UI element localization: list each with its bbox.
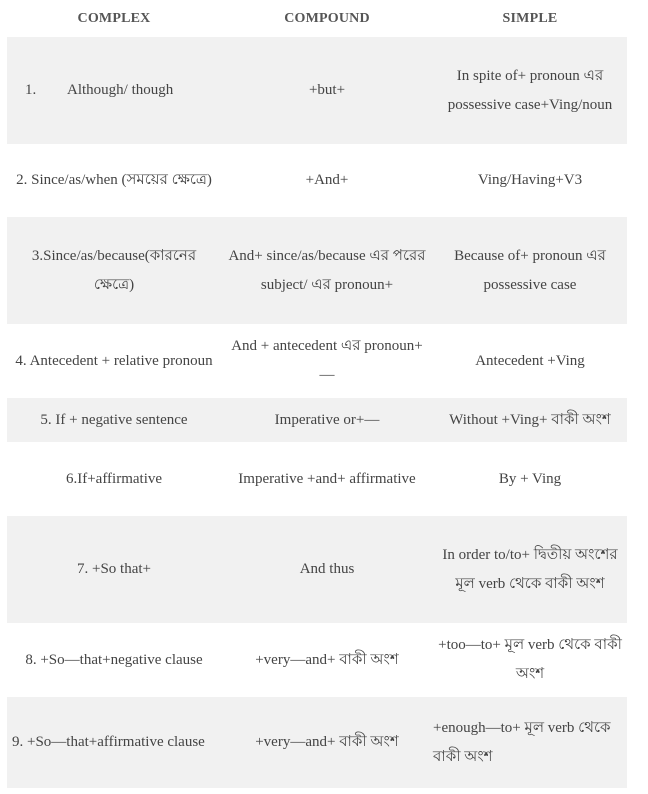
compound-cell: +very—and+ বাকী অংশ xyxy=(221,623,433,697)
complex-cell: 4. Antecedent + relative pronoun xyxy=(7,324,221,398)
compound-cell: And thus xyxy=(221,516,433,623)
table-row xyxy=(7,144,627,217)
compound-cell: And + antecedent এর pronoun+ — xyxy=(221,324,433,398)
header-compound: COMPOUND xyxy=(221,0,433,37)
compound-cell: +but+ xyxy=(221,37,433,144)
table-row xyxy=(7,37,627,144)
table-row xyxy=(7,324,627,398)
complex-cell: 6.If+affirmative xyxy=(7,442,221,516)
compound-cell: And+ since/as/because এর পরের subject/ এর pronoun+ xyxy=(221,217,433,324)
table-row xyxy=(7,217,627,324)
complex-cell: 9. +So—that+affirmative clause xyxy=(7,697,221,788)
compound-cell: +very—and+ বাকী অংশ xyxy=(221,697,433,788)
simple-cell: Ving/Having+V3 xyxy=(433,144,627,217)
simple-cell: +enough—to+ মূল verb থেকে বাকী অংশ xyxy=(433,697,627,788)
sentence-transformation-table xyxy=(7,0,627,788)
table-row xyxy=(7,442,627,516)
table-row xyxy=(7,623,627,697)
complex-cell: 8. +So—that+negative clause xyxy=(7,623,221,697)
simple-cell: Antecedent +Ving xyxy=(433,324,627,398)
simple-cell: Because of+ pronoun এর possessive case xyxy=(433,217,627,324)
table-row xyxy=(7,516,627,623)
table-row xyxy=(7,398,627,442)
complex-cell: 3.Since/as/because(কারনের ক্ষেত্রে) xyxy=(7,217,221,324)
simple-cell: In order to/to+ দ্বিতীয় অংশের মূল verb থেকে বাকী অংশ xyxy=(433,516,627,623)
header-complex: COMPLEX xyxy=(7,0,221,37)
complex-text: Although/ though xyxy=(67,82,174,98)
complex-cell: 2. Since/as/when (সময়ের ক্ষেত্রে) xyxy=(7,144,221,217)
table-row xyxy=(7,697,627,788)
row-number: 1. xyxy=(25,82,37,98)
simple-cell: +too—to+ মূল verb থেকে বাকী অংশ xyxy=(433,623,627,697)
simple-cell: In spite of+ pronoun এর possessive case+Ving/noun xyxy=(433,37,627,144)
compound-cell: Imperative +and+ affirmative xyxy=(221,442,433,516)
header-simple: SIMPLE xyxy=(433,0,627,37)
compound-cell: +And+ xyxy=(221,144,433,217)
complex-cell: 5. If + negative sentence xyxy=(7,398,221,442)
complex-cell: 7. +So that+ xyxy=(7,516,221,623)
complex-cell xyxy=(7,37,221,144)
compound-cell: Imperative or+— xyxy=(221,398,433,442)
simple-cell: Without +Ving+ বাকী অংশ xyxy=(433,398,627,442)
header-row xyxy=(7,0,627,37)
simple-cell: By + Ving xyxy=(433,442,627,516)
